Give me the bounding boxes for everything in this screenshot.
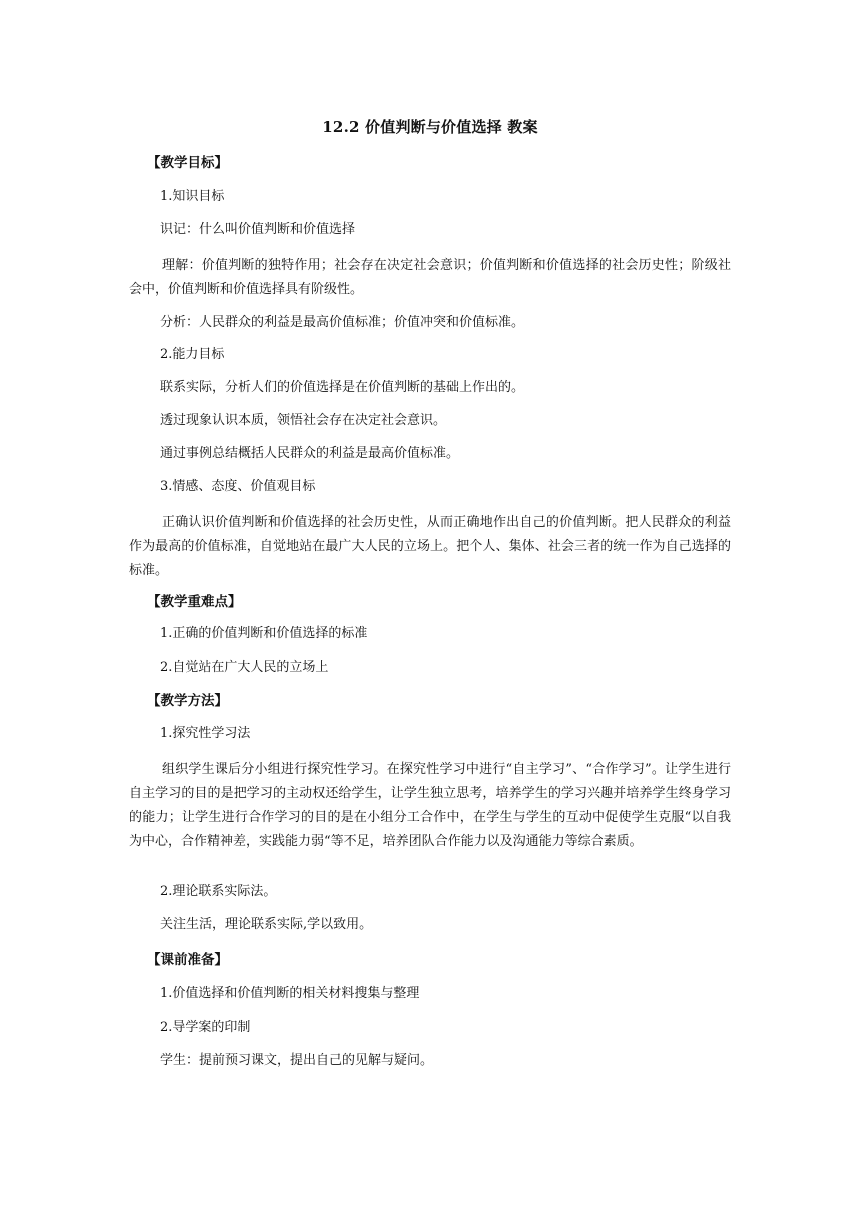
section-heading-teaching-goals: 【教学目标】	[147, 155, 228, 171]
paragraph-inquiry-learning: 组织学生课后分小组进行探究性学习。在探究性学习中进行“自主学习”、“合作学习”。让学生进行自主学习的目的是把学习的主动权还给学生，让学生独立思考，培养学生的学习兴趣并培养学生终身学习的能力；让学生进行合作学习的目的是在小组分工合作中，在学生与学生的互动中促使学生克服“以自我为中心，合作精神差，实践能力弱“等不足，培养团队合作能力以及沟通能力等综合素质。	[129, 762, 731, 849]
text-line: 联系实际，分析人们的价值选择是在价值判断的基础上作出的。	[160, 380, 525, 395]
subsection-values-goals: 3.情感、态度、价值观目标	[160, 479, 316, 494]
paragraph-values: 正确认识价值判断和价值选择的社会历史性，从而正确地作出自己的价值判断。把人民群众的利益作为最高的价值标准，自觉地站在最广大人民的立场上。把个人、集体、社会三者的统一作为自己选择的标准。	[129, 515, 731, 578]
text-line: 关注生活，理论联系实际,学以致用。	[160, 917, 373, 932]
text-line: 通过事例总结概括人民群众的利益是最高价值标准。	[160, 446, 460, 461]
document-title: 12.2 价值判断与价值选择 教案	[322, 118, 538, 136]
text-line: 1.正确的价值判断和价值选择的标准	[160, 626, 368, 641]
section-heading-preparation: 【课前准备】	[147, 952, 228, 968]
subsection-theory-practice: 2.理论联系实际法。	[160, 884, 277, 899]
text-line: 1.价值选择和价值判断的相关材料搜集与整理	[160, 986, 420, 1001]
paragraph-understanding: 理解：价值判断的独特作用；社会存在决定社会意识；价值判断和价值选择的社会历史性；阶级社会中，价值判断和价值选择具有阶级性。	[129, 258, 731, 297]
text-line: 学生：提前预习课文，提出自己的见解与疑问。	[160, 1053, 434, 1068]
section-heading-key-points: 【教学重难点】	[147, 594, 242, 610]
text-line: 透过现象认识本质，领悟社会存在决定社会意识。	[160, 413, 447, 428]
subsection-knowledge-goals: 1.知识目标	[160, 189, 225, 204]
subsection-ability-goals: 2.能力目标	[160, 347, 225, 362]
subsection-inquiry-learning: 1.探究性学习法	[160, 726, 251, 741]
section-heading-teaching-methods: 【教学方法】	[147, 693, 228, 709]
text-line: 2.导学案的印制	[160, 1020, 251, 1035]
text-line: 识记：什么叫价值判断和价值选择	[160, 222, 356, 237]
text-line: 2.自觉站在广大人民的立场上	[160, 660, 329, 675]
text-line: 分析：人民群众的利益是最高价值标准；价值冲突和价值标准。	[160, 315, 525, 330]
